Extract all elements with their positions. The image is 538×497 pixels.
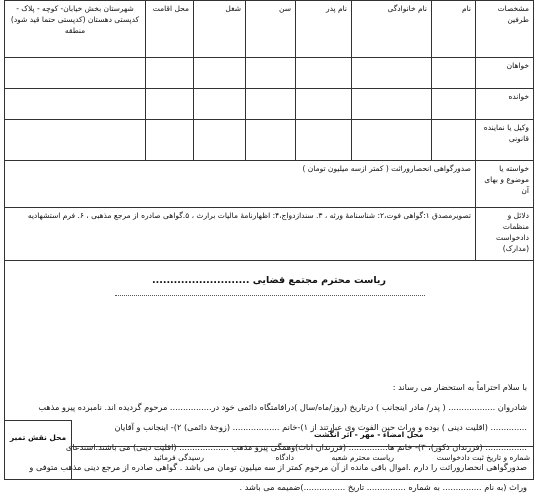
cell-empty[interactable]	[146, 58, 194, 89]
header-last-name: نام خانوادگی	[352, 1, 432, 58]
cell-empty[interactable]	[194, 58, 246, 89]
request-value[interactable]: صدورگواهی انحصاروراثت ( کمتر ازسه میلیون تومان )	[5, 161, 476, 208]
signature-label: محل امضاء - مهر - اثر انگشت	[314, 430, 424, 439]
evidence-value[interactable]: تصویرمصدق ۱:گواهی فوت،۲: شناسنامۀ ورثه ، ۳. سندازدواج،۴: اظهارنامۀ مالیات برارث ، ۵.گواهی صادره از مرجع مذهبی ، ۶. فرم استشهادیه	[5, 208, 476, 261]
letter-line[interactable]: ................ (فرزندان ذکور)، ۳)- خانم ها............... (فرزندان اناث)وهمگی پیرو مذهب ................... (اقلیت دینی) می باشند.استدعای	[65, 442, 527, 452]
cell-empty[interactable]	[246, 89, 296, 120]
cell-empty[interactable]	[296, 120, 352, 161]
cell-empty[interactable]	[5, 89, 146, 120]
letter-line[interactable]: وراث (به نام ............... به شماره ............... تاریخ ................)ضمیمه می باشد .	[239, 482, 527, 492]
court-label: دادگاه	[275, 453, 294, 462]
header-job: شغل	[194, 1, 246, 58]
table-row-plaintiff	[5, 58, 534, 89]
cell-empty[interactable]	[246, 120, 296, 161]
cell-empty[interactable]	[194, 89, 246, 120]
petition-form	[4, 0, 534, 492]
registration-number-label: شماره و تاریخ ثبت دادخواست	[436, 453, 530, 462]
header-address: شهرستان بخش خیابان- کوچه - پلاک - کدپستی دهستان (کدپستی حتما قید شود) منطقه	[5, 1, 146, 58]
signature-area	[4, 420, 534, 480]
header-first-name: نام	[432, 1, 476, 58]
table-row-lawyer	[5, 120, 534, 161]
cell-empty[interactable]	[296, 89, 352, 120]
header-parties: مشخصات طرفین	[476, 1, 534, 58]
row-label-evidence: دلائل و منظمات دادخواست (مدارک)	[476, 208, 534, 261]
header-father-name: نام پدر	[296, 1, 352, 58]
cell-empty[interactable]	[432, 58, 476, 89]
parties-table	[4, 0, 534, 261]
header-age: سن	[246, 1, 296, 58]
header-residence: محل اقامت	[146, 1, 194, 58]
letter-line[interactable]: صدورگواهی انحصاروراثت را دارم .اموال باقی مانده از آن مرحوم کمتر از سه میلیون تومان می باشد . گواهی صادره از مرجع دینی مذهب متوفی و	[29, 462, 527, 472]
cell-empty[interactable]	[296, 58, 352, 89]
cell-empty[interactable]	[432, 120, 476, 161]
row-label-defendant: خوانده	[476, 89, 534, 120]
cell-empty[interactable]	[194, 120, 246, 161]
cell-empty[interactable]	[5, 58, 146, 89]
row-label-plaintiff: خواهان	[476, 58, 534, 89]
letter-title: ریاست محترم مجتمع قضایی ...........................	[152, 275, 386, 286]
table-row-evidence	[5, 208, 534, 261]
table-header-row	[5, 1, 534, 58]
table-row-request	[5, 161, 534, 208]
branch-head-label: ریاست محترم شعبه	[331, 453, 394, 462]
letter-greeting: با سلام احتراماً به استحضار می رساند :	[392, 382, 527, 392]
cell-empty[interactable]	[352, 58, 432, 89]
row-label-request: خواسته یا موضوع و بهای آن	[476, 161, 534, 208]
cell-empty[interactable]	[146, 89, 194, 120]
table-row-defendant	[5, 89, 534, 120]
letter-line[interactable]: .............. (اقلیت دینی ) بوده و ورات حین الفوت وی عبارتند از ۱)-خانم .................. (زوجۀ دائمی) ۲)- اینجانب و آقایان	[114, 422, 527, 432]
letter-line[interactable]: شادروان .................. ( پدر/ مادر اینجانب ) درتاریخ (روز/ماه/سال )درافامتگاه دائمی خود در................ مرحوم گردیده اند. نامبرده پیرو مذهب	[38, 402, 527, 412]
registration-strip	[72, 446, 534, 481]
cell-empty[interactable]	[5, 120, 146, 161]
cell-empty[interactable]	[246, 58, 296, 89]
cell-empty[interactable]	[352, 89, 432, 120]
row-label-lawyer: وکیل یا نماینده قانونی	[476, 120, 534, 161]
cell-empty[interactable]	[432, 89, 476, 120]
cell-empty[interactable]	[146, 120, 194, 161]
stamp-box: محل نقش تمبر	[4, 420, 72, 480]
cell-empty[interactable]	[352, 120, 432, 161]
review-label: رسیدگی فرمائید	[153, 453, 204, 462]
title-divider	[115, 295, 425, 296]
